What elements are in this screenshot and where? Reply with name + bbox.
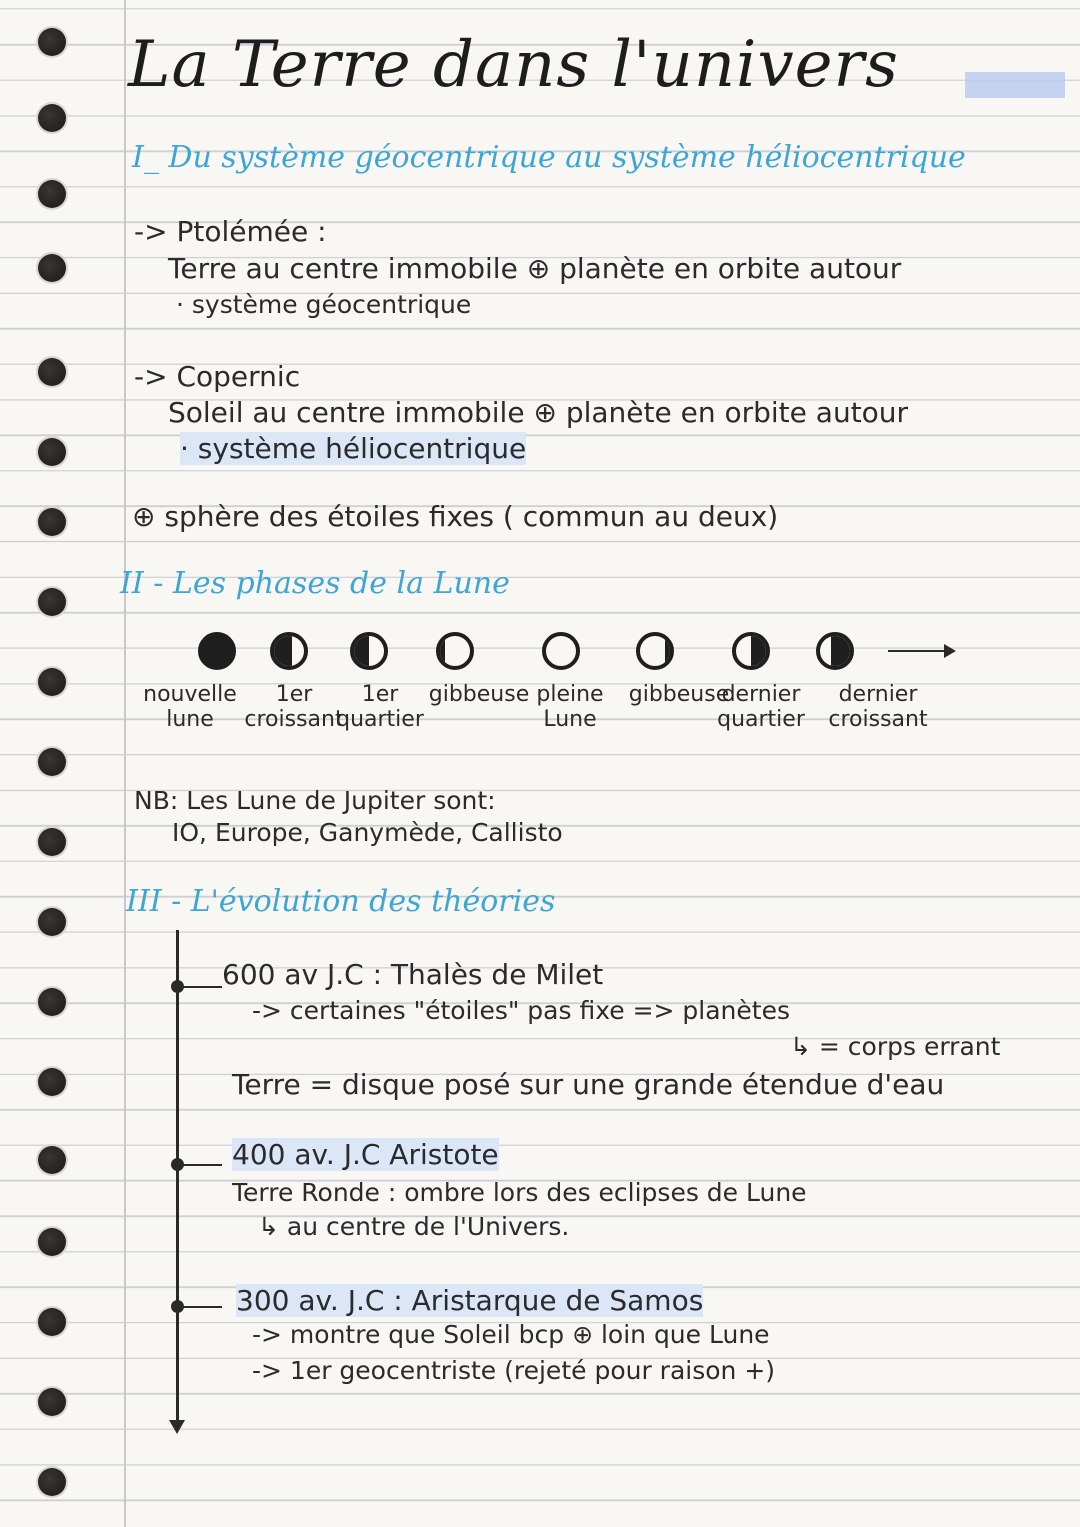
ptolemee-label: -> Ptolémée : bbox=[134, 215, 327, 248]
event-300-line-1: -> montre que Soleil bcp ⊕ loin que Lune bbox=[252, 1320, 770, 1349]
phase-label-line: gibbeuse bbox=[428, 682, 530, 707]
binder-hole bbox=[38, 508, 66, 536]
arrow-right-icon bbox=[944, 644, 956, 658]
binder-hole bbox=[38, 104, 66, 132]
phase-label-line: dernier bbox=[721, 682, 801, 707]
binder-hole bbox=[38, 1228, 66, 1256]
copernic-line-2: · système héliocentrique bbox=[180, 432, 527, 465]
timeline-line bbox=[176, 930, 179, 1430]
binder-hole bbox=[38, 1468, 66, 1496]
phase-label-line: nouvelle bbox=[143, 682, 237, 707]
page-title: La Terre dans l'univers bbox=[128, 28, 899, 102]
margin-line bbox=[124, 0, 126, 1527]
binder-hole bbox=[38, 1146, 66, 1174]
nb-line-2: IO, Europe, Ganymède, Callisto bbox=[172, 818, 563, 847]
sphere-note: ⊕ sphère des étoiles fixes ( commun au deux) bbox=[132, 500, 779, 533]
new-moon-icon bbox=[198, 632, 236, 670]
phase-label-line: dernier bbox=[838, 682, 918, 707]
timeline-tick bbox=[178, 1164, 222, 1166]
binder-hole bbox=[38, 828, 66, 856]
arrow-down-icon bbox=[169, 1420, 185, 1434]
ptolemee-line-1: Terre au centre immobile ⊕ planète en orbite autour bbox=[168, 252, 902, 285]
event-600-line-3: Terre = disque posé sur une grande étendue d'eau bbox=[232, 1068, 945, 1101]
phase-label-line: 1er bbox=[275, 682, 313, 707]
phase-label-line: pleine bbox=[536, 682, 604, 707]
binder-hole bbox=[38, 908, 66, 936]
binder-hole bbox=[38, 588, 66, 616]
last-quarter-icon bbox=[732, 632, 770, 670]
phase-label bbox=[424, 682, 534, 707]
binder-hole bbox=[38, 438, 66, 466]
event-400-line-2: ↳ au centre de l'Univers. bbox=[258, 1212, 570, 1241]
phase-label bbox=[140, 682, 240, 732]
full-moon-icon bbox=[542, 632, 580, 670]
phase-label bbox=[706, 682, 816, 732]
section-2-heading: II - Les phases de la Lune bbox=[120, 566, 510, 601]
binder-hole bbox=[38, 668, 66, 696]
timeline-tick bbox=[178, 1306, 222, 1308]
section-1-heading: I_ Du système géocentrique au système héliocentrique bbox=[132, 140, 966, 175]
phase-label bbox=[818, 682, 938, 732]
waxing-gibbous-icon bbox=[436, 632, 474, 670]
binder-hole bbox=[38, 254, 66, 282]
timeline-tick bbox=[178, 986, 222, 988]
waning-crescent-icon bbox=[816, 632, 854, 670]
event-300-line-2: -> 1er geocentriste (rejeté pour raison +) bbox=[252, 1356, 776, 1385]
phase-label-line: lune bbox=[166, 707, 214, 732]
waning-gibbous-icon bbox=[636, 632, 674, 670]
binder-hole bbox=[38, 28, 66, 56]
phase-label-line: quartier bbox=[336, 707, 424, 732]
phase-label-line: croissant bbox=[828, 707, 928, 732]
phase-label-line: quartier bbox=[717, 707, 805, 732]
phase-label-line: Lune bbox=[543, 707, 597, 732]
phase-label-line: gibbeuse bbox=[628, 682, 730, 707]
first-quarter-icon bbox=[350, 632, 388, 670]
title-highlight bbox=[965, 72, 1065, 98]
phase-label bbox=[244, 682, 344, 732]
ptolemee-line-2: · système géocentrique bbox=[176, 290, 472, 319]
phase-label-line: croissant bbox=[244, 707, 344, 732]
phase-label-line: 1er bbox=[361, 682, 399, 707]
copernic-line-1: Soleil au centre immobile ⊕ planète en orbite autour bbox=[168, 396, 909, 429]
event-400-heading: 400 av. J.C Aristote bbox=[232, 1138, 499, 1171]
waxing-crescent-icon bbox=[270, 632, 308, 670]
event-600-heading: 600 av J.C : Thalès de Milet bbox=[222, 958, 604, 991]
binder-hole bbox=[38, 358, 66, 386]
binder-hole bbox=[38, 748, 66, 776]
binder-hole bbox=[38, 1388, 66, 1416]
event-400-line-1: Terre Ronde : ombre lors des eclipses de Lune bbox=[232, 1178, 807, 1207]
phase-label bbox=[330, 682, 430, 732]
nb-line-1: NB: Les Lune de Jupiter sont: bbox=[134, 786, 496, 815]
copernic-label: -> Copernic bbox=[134, 360, 301, 393]
binder-hole bbox=[38, 180, 66, 208]
phase-arrow-line bbox=[888, 650, 948, 652]
event-600-line-2: ↳ = corps errant bbox=[790, 1032, 1001, 1061]
event-300-heading: 300 av. J.C : Aristarque de Samos bbox=[236, 1284, 704, 1317]
binder-hole bbox=[38, 1308, 66, 1336]
section-3-heading: III - L'évolution des théories bbox=[126, 884, 556, 919]
event-600-line-1: -> certaines "étoiles" pas fixe => planètes bbox=[252, 996, 790, 1025]
phase-label bbox=[520, 682, 620, 732]
binder-hole bbox=[38, 988, 66, 1016]
binder-hole bbox=[38, 1068, 66, 1096]
